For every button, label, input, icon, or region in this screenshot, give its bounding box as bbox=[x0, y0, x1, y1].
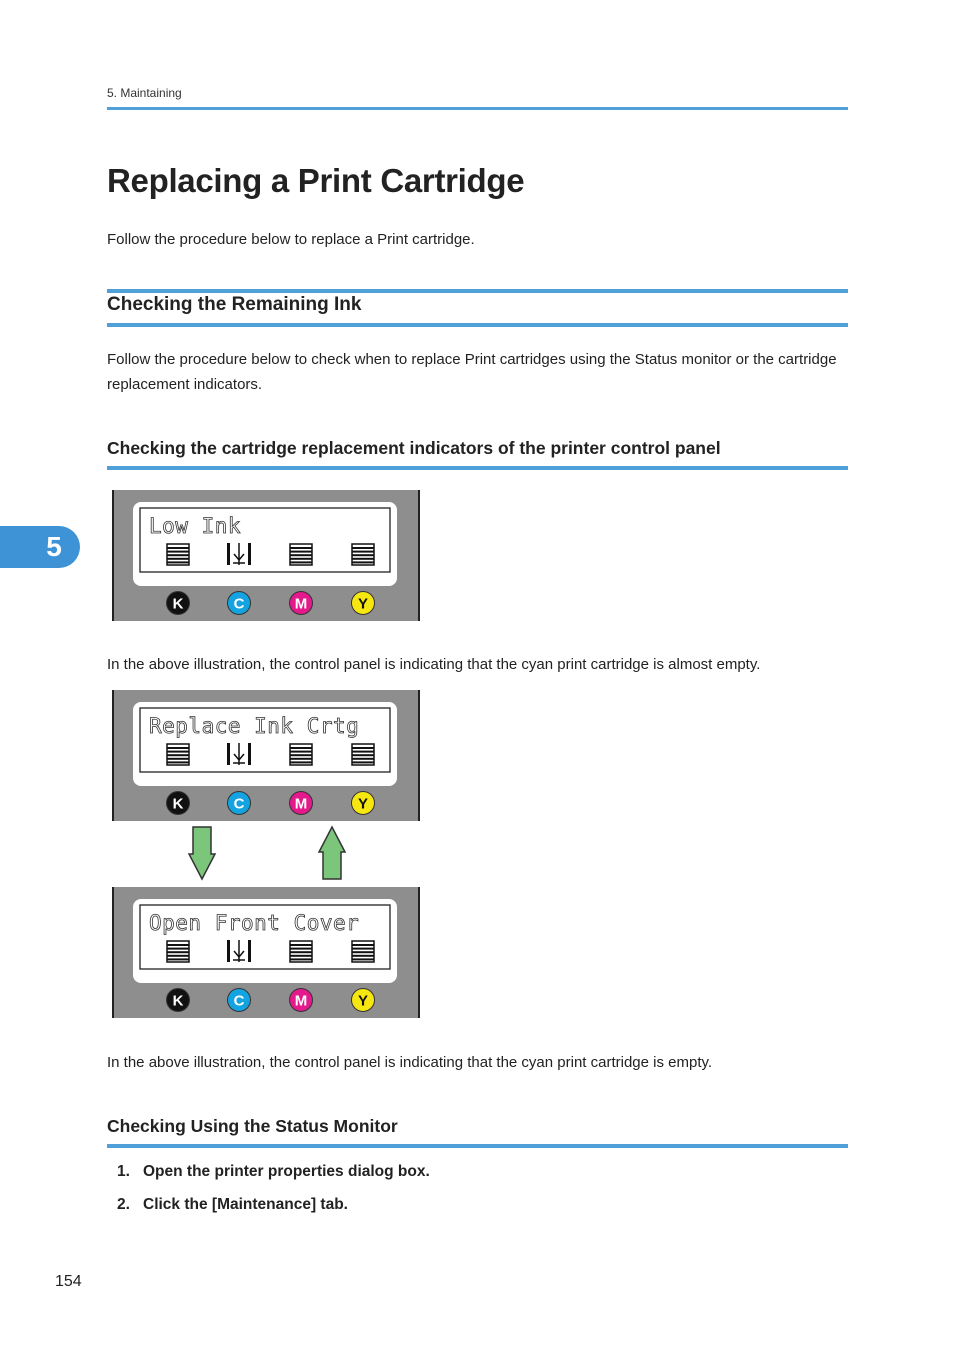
chapter-number: 5 bbox=[46, 531, 62, 562]
step-number: 1. bbox=[117, 1163, 130, 1180]
cartridge-letter: M bbox=[294, 992, 308, 1010]
ink-full-indicator-icon bbox=[290, 744, 312, 765]
arrow-up-icon bbox=[319, 827, 345, 879]
cartridge-letter: C bbox=[233, 795, 245, 813]
cartridge-letter: K bbox=[172, 595, 184, 613]
ink-full-indicator-icon bbox=[167, 544, 189, 565]
cartridge-letter: K bbox=[172, 795, 184, 813]
lcd-message: Low Ink bbox=[149, 514, 242, 538]
cartridge-badge-m bbox=[290, 792, 313, 815]
subsection-heading-indicators: Checking the cartridge replacement indicators of the printer control panel bbox=[107, 438, 721, 458]
ink-full-indicator-icon bbox=[167, 744, 189, 765]
alternating-arrows bbox=[112, 822, 420, 884]
subsection-rule bbox=[107, 466, 848, 470]
subsection-heading-status-monitor: Checking Using the Status Monitor bbox=[107, 1116, 398, 1136]
cartridge-badge-m bbox=[290, 989, 313, 1012]
cartridge-badge-c bbox=[228, 989, 251, 1012]
cartridge-badge-y bbox=[352, 792, 375, 815]
ink-full-indicator-icon bbox=[352, 544, 374, 565]
ink-full-indicator-icon bbox=[352, 941, 374, 962]
ink-full-indicator-icon bbox=[352, 744, 374, 765]
breadcrumb: 5. Maintaining bbox=[107, 86, 182, 100]
page-number: 154 bbox=[55, 1273, 82, 1290]
cartridge-letter: C bbox=[233, 595, 245, 613]
cartridge-letter: M bbox=[294, 595, 308, 613]
intro-text: Follow the procedure below to replace a Print cartridge. bbox=[107, 231, 475, 248]
subsection-rule-status bbox=[107, 1144, 848, 1148]
control-panel-low-ink bbox=[112, 490, 420, 621]
control-panel-replace-ink bbox=[112, 690, 420, 821]
header-rule bbox=[107, 107, 848, 110]
section-rule-bottom bbox=[107, 323, 848, 327]
cartridge-letter: M bbox=[294, 795, 308, 813]
page-title: Replacing a Print Cartridge bbox=[107, 162, 525, 199]
cartridge-letter: Y bbox=[357, 595, 369, 613]
chapter-tab bbox=[0, 526, 80, 568]
cartridge-badge-m bbox=[290, 592, 313, 615]
section-body-text: Follow the procedure below to check when to replace Print cartridges using the Status monitor or the cartridge replacement indicators. bbox=[107, 351, 837, 393]
cartridge-badge-y bbox=[352, 989, 375, 1012]
ink-full-indicator-icon bbox=[290, 941, 312, 962]
cartridge-badge-k bbox=[167, 592, 190, 615]
step-item bbox=[117, 1163, 430, 1196]
step-item bbox=[117, 1196, 430, 1229]
cartridge-badge-k bbox=[167, 989, 190, 1012]
cartridge-letter: Y bbox=[357, 795, 369, 813]
cartridge-badge-c bbox=[228, 592, 251, 615]
cartridge-badge-k bbox=[167, 792, 190, 815]
control-panel-open-front-cover bbox=[112, 887, 420, 1018]
step-number: 2. bbox=[117, 1196, 130, 1213]
cartridge-letter: Y bbox=[357, 992, 369, 1010]
cartridge-letter: K bbox=[172, 992, 184, 1010]
step-text: Click the [Maintenance] tab. bbox=[143, 1196, 348, 1213]
ink-full-indicator-icon bbox=[167, 941, 189, 962]
lcd-message: Replace Ink Crtg bbox=[149, 714, 360, 738]
cartridge-letter: C bbox=[233, 992, 245, 1010]
lcd-message: Open Front Cover bbox=[149, 911, 360, 935]
procedure-steps bbox=[117, 1163, 430, 1229]
cartridge-badge-c bbox=[228, 792, 251, 815]
arrow-down-icon bbox=[189, 827, 215, 879]
step-text: Open the printer properties dialog box. bbox=[143, 1163, 430, 1180]
section-heading-remaining-ink: Checking the Remaining Ink bbox=[107, 294, 362, 315]
section-rule-top bbox=[107, 289, 848, 293]
cartridge-badge-y bbox=[352, 592, 375, 615]
caption-empty: In the above illustration, the control panel is indicating that the cyan print cartridge is empty. bbox=[107, 1054, 713, 1071]
caption-almost-empty: In the above illustration, the control panel is indicating that the cyan print cartridge is almost empty. bbox=[107, 656, 761, 673]
ink-full-indicator-icon bbox=[290, 544, 312, 565]
